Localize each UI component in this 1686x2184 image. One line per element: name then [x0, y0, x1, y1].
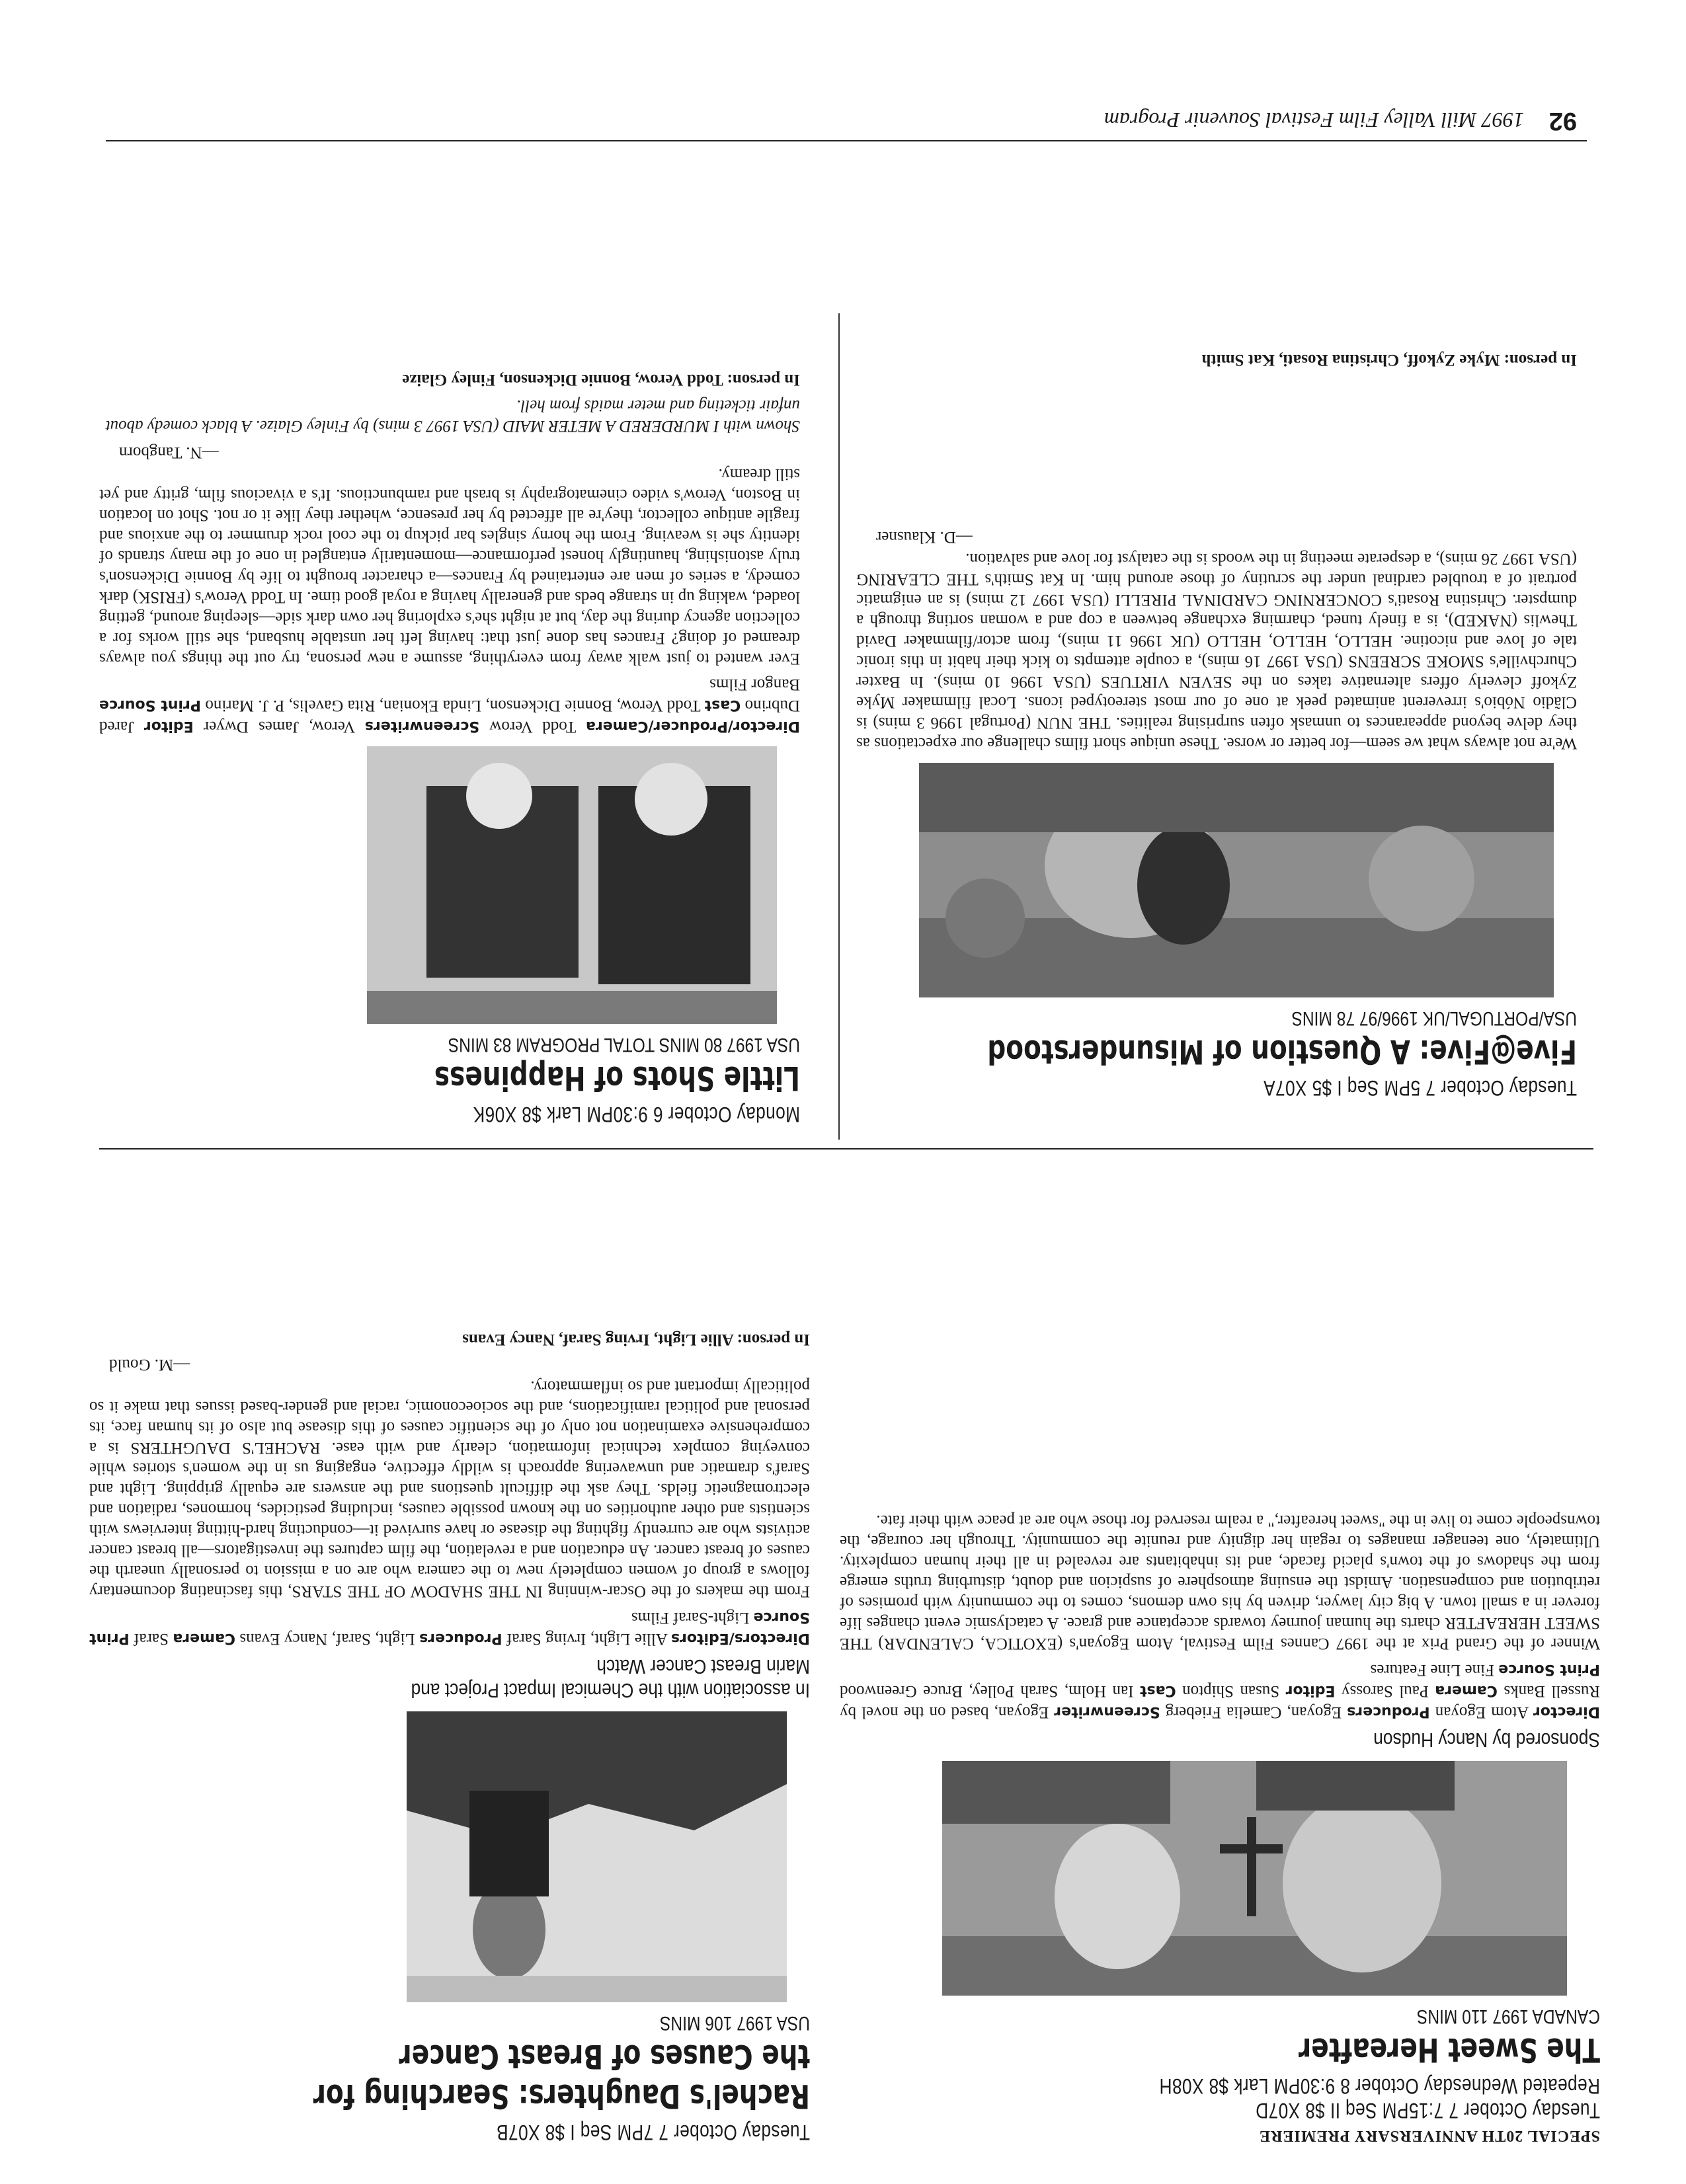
review-signature: —M. Gould: [109, 1356, 190, 1374]
credit-label: Cast: [1139, 1682, 1176, 1699]
review-signature: —N. Tangborn: [119, 444, 219, 461]
credits: [89, 1607, 810, 1649]
credit-label: Directors/Editors: [670, 1630, 810, 1647]
credit-label: Print Source: [99, 697, 201, 713]
credits: [99, 674, 800, 737]
credit-value: Atom Egoyan: [1429, 1703, 1533, 1721]
credit-label: Producers: [419, 1630, 502, 1647]
repeat-showtime: Repeated Wednesday October 8 9:30PM Lark $8 X08H: [1159, 2074, 1600, 2098]
special-label: SPECIAL 20TH ANNIVERSARY PREMIERE: [1258, 2127, 1600, 2144]
film-title: The Sweet Hereafter: [1298, 2031, 1600, 2069]
film-still-photo: [407, 1711, 787, 2002]
credit-value: Jared Dubrino: [99, 697, 800, 736]
showtime: Monday October 6 9:30PM Lark $8 X06K: [473, 1103, 800, 1126]
credits: [840, 1659, 1600, 1723]
film-still-photo: [919, 763, 1554, 997]
page-header: [99, 95, 1587, 135]
credit-value: Allie Light, Irving Saraf: [502, 1630, 671, 1648]
in-person-guests: In person: Myke Zykoff, Christina Rosati, Kat Smith: [1201, 351, 1577, 369]
film-description: Winner of the Grand Prix at the 1997 Cannes Film Festival, Atom Egoyan's (EXOTICA, CALENDAR) THE SWEET HEREAFTER charts the human journey towards acceptance and grace. A cataclysmic event changes life forever in a small town. A big city lawyer, driven by his own demons, comes to the community with promises of retribution and compensation. Amidst the ensuing atmosphere of suspicion and doubt, disturbing truths emerge from the shadows of the town's placid facade, and its inhabitants are revealed in all their human complexity. Ultimately, one teenager manages to regain her dignity and reunite the community. Through her courage, the townspeople come to live in the "sweet hereafter," a realm reserved for those who are at peace with their fate.: [840, 1512, 1600, 1653]
credit-value: Ian Holm, Sarah Polley, Bruce Greenwood: [839, 1682, 1140, 1700]
photo-image: [919, 763, 1554, 997]
in-person-guests: In person: Todd Verow, Bonnie Dickenson, Finley Glaize: [402, 371, 800, 389]
credit-label: Screenwriter: [1054, 1703, 1160, 1720]
showtime: Tuesday October 7 5PM Seq I $5 X07A: [1263, 1076, 1577, 1100]
film-title: Little Shots of Happiness: [434, 1059, 800, 1097]
film-description: From the makers of the Oscar-winning IN THE SHADOW OF THE STARS, this fascinating documentary follows a group of women completely new to the camera who are on a mission to personally unearth the causes of breast cancer. An education and a revelation, the film captures the investigators—all breast cancer activists who are currently fighting the disease or have survived it—conducting hard-hitting interviews with scientists and other authorities on the known possible causes, including pesticides, hormones, radiation and electromagnetic fields. They ask the difficult questions and the answers are equally gripping. Light and Saraf's dramatic and unwavering approach is wildly effective, engaging us in the women's stories while conveying complex technical information, clearly and with ease. RACHEL'S DAUGHTERS is a comprehensive examination not only of the scientific causes of this disease but also of its human face, its personal and political ramifications, and the socioeconomic, racial and gender-based issues that make it so politically important and so inflammatory.: [89, 1378, 810, 1600]
photo-image: [367, 746, 777, 1024]
in-person-guests: In person: Allie Light, Irving Saraf, Nancy Evans: [462, 1331, 810, 1348]
credit-label: Print Source: [89, 1609, 810, 1647]
sponsor-note: Sponsored by Nancy Hudson: [1373, 1729, 1600, 1752]
credit-value: Paul Sarossy: [1335, 1682, 1435, 1700]
credit-value: Light-Saraf Films: [631, 1609, 754, 1627]
showtime: Tuesday October 7 7PM Seq I $8 X07B: [496, 2121, 810, 2144]
film-entry-sweet-hereafter: [840, 1510, 1600, 2144]
film-description: We're not always what we seem—for better or worse. These unique short films challenge our expectations as they delve beyond appearances to unmask often surprising realities. THE NUN (Portugal 1996 3 mins) is Clãdio Nóbio's irreverent animated peek at one of our most stereotyped icons. Local filmmaker Myke Zykoff cleverly offers alternative takes on the SEVEN VIRTUES (USA 1996 10 mins). In Baxter Churchville's SMOKE SCREENS (USA 1997 16 mins), a couple attempts to kick their habit in this ironic tale of love and nicotine. HELLO, HELLO, HELLO (UK 1996 11 mins), from actor/filmmaker David Thewlis (NAKED), is a finely tuned, charming exchange between a cop and a woman sorting through a dumpster. Christina Rosati's CONCERNING CARDINAL PIRELLI (USA 1997 12 mins) is an enigmatic portrait of a troubled cardinal under the scrutiny of those around him. In Kat Smith's THE CLEARING (USA 1997 26 mins), a desperate meeting in the woods is the catalyst for love and salvation.: [856, 550, 1577, 752]
credit-label: Editor: [143, 718, 194, 734]
credit-label: Screenwriters: [364, 718, 480, 734]
credit-value: Todd Verow, Bonnie Dickenson, Linda Ekonian, Rita Gavelis, P. J. Marino: [200, 697, 705, 715]
program-title: 1997 Mill Valley Film Festival Souvenir Program: [1104, 108, 1524, 132]
page-number: 92: [1548, 107, 1577, 135]
credit-label: Camera: [1435, 1682, 1498, 1699]
credit-label: Editor: [1285, 1682, 1336, 1699]
film-entry-five-at-five: [856, 350, 1577, 1100]
credit-value: Bangor Films: [709, 676, 800, 693]
credit-label: Cast: [704, 697, 741, 713]
credit-value: Susan Shipton: [1176, 1682, 1286, 1700]
credit-label: Director: [1533, 1703, 1600, 1720]
film-entry-rachels-daughters: [89, 1330, 810, 2144]
film-meta: USA 1997 106 MINS: [660, 2012, 810, 2034]
column-divider: [838, 313, 840, 1140]
film-description: Ever wanted to just walk away from everything, assume a new persona, try out the things you always dreamed of doing? Frances has done just that: having left her unstable husband, she still works for a collection agency during the day, but at night she's exploring her own dark side—sleeping around, getting loaded, waking up in strange beds and generally having a royal good time. In Todd Verow's (FRISK) dark comedy, a series of men are entertained by Frances—a character brought to life by Bonnie Dickenson's truly astonishing, hauntingly honest performance—momentarily entangled in one of the many strands of identity she is weaving. From the horny singles bar pickup to the cool rock drummer to the anxious and fragile antique collector, they're all affected by her presence, whether they like it or not. Shot on location in Boston, Verow's video cinematography is brash and rambunctious. It's a vivacious film, gritty and yet still dreamy.: [99, 465, 800, 668]
review-signature: —D. Klausner: [876, 528, 973, 546]
sponsor-note: In association with the Chemical Impact Project and Marin Breast Cancer Watch: [411, 1655, 810, 1702]
credit-value: Fine Line Features: [1370, 1661, 1499, 1679]
credit-value: Verow, James Dwyer: [193, 718, 365, 736]
header-divider: [106, 140, 1587, 141]
shown-with-note: Shown with I MURDERED A METER MAID (USA 1997 3 mins) by Finley Glaize. A black comedy about unfair ticketing and meter maids from hell.: [105, 397, 800, 435]
credit-value: Egoyan, based on the novel by Russell Banks: [840, 1682, 1600, 1721]
credit-value: Saraf: [129, 1630, 173, 1648]
film-title: Rachel's Daughters: Searching for the Causes of Breast Cancer: [313, 2037, 810, 2115]
photo-image: [942, 1761, 1567, 1996]
film-meta: USA 1997 80 MINS TOTAL PROGRAM 83 MINS: [448, 1034, 800, 1056]
credit-label: Print Source: [1498, 1661, 1600, 1678]
photo-image: [407, 1711, 787, 2002]
credit-label: Camera: [173, 1630, 235, 1647]
middle-divider: [99, 1148, 1593, 1150]
showtime: Tuesday October 7 7:15PM Seq II $8 X07D: [1255, 2099, 1600, 2123]
film-meta: CANADA 1997 110 MINS: [1416, 2006, 1600, 2027]
credit-label: Director/Producer/Camera: [585, 718, 800, 734]
film-still-photo: [942, 1761, 1567, 1996]
credit-value: Light, Saraf, Nancy Evans: [235, 1630, 420, 1648]
film-still-photo: [367, 746, 777, 1024]
film-entry-little-shots: [99, 370, 800, 1126]
credit-value: Egoyan, Camelia Frieberg: [1160, 1703, 1347, 1721]
credit-label: Producers: [1347, 1703, 1430, 1720]
film-title: Five@Five: A Question of Misunderstood: [987, 1033, 1577, 1071]
film-meta: USA/PORTUGAL/UK 1996/97 78 MINS: [1291, 1007, 1577, 1029]
credit-value: Todd Verow: [479, 718, 586, 736]
